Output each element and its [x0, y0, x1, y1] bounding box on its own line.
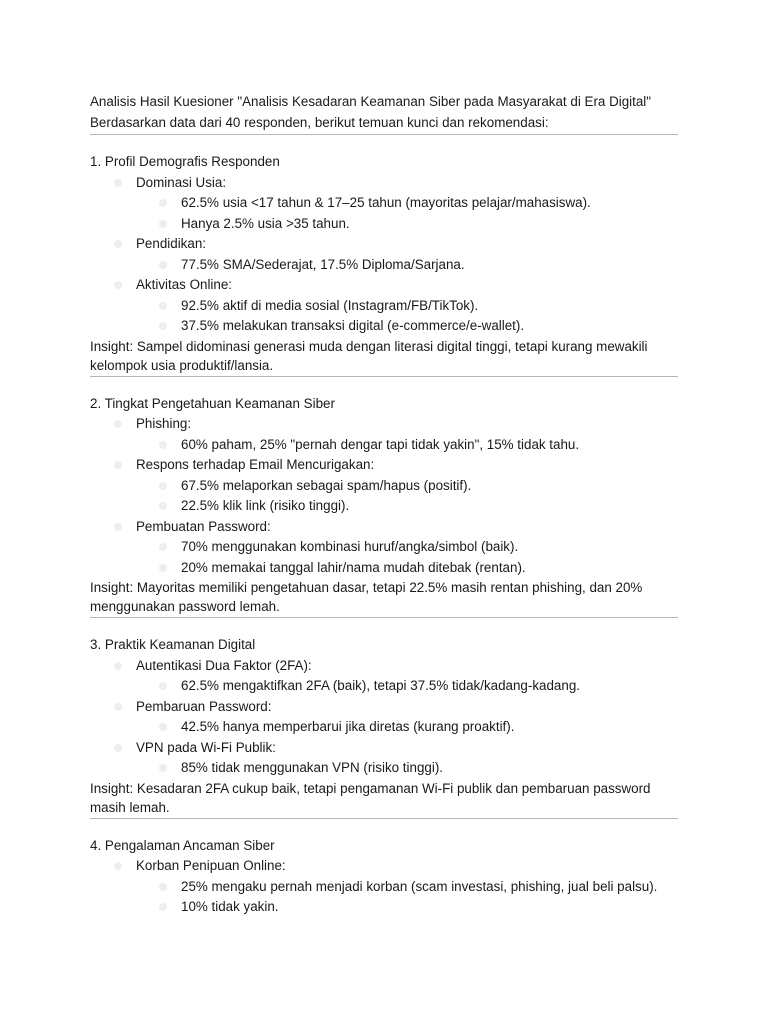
section-4 [90, 836, 678, 918]
list-item: Pembuatan Password: [90, 517, 678, 538]
bullet-icon [114, 179, 122, 187]
bullet-icon [114, 744, 122, 752]
bullet-icon [159, 682, 167, 690]
document-content [90, 92, 678, 918]
list-subitem: Hanya 2.5% usia >35 tahun. [90, 214, 678, 235]
insight-line: Insight: Kesadaran 2FA cukup baik, tetapi pengamanan Wi-Fi publik dan pembaruan password [90, 780, 651, 796]
list-item: Aktivitas Online: [90, 275, 678, 296]
list-subitem: 60% paham, 25% "pernah dengar tapi tidak yakin", 15% tidak tahu. [90, 435, 678, 456]
list-item: Respons terhadap Email Mencurigakan: [90, 455, 678, 476]
list-subitem: 42.5% hanya memperbarui jika diretas (kurang proaktif). [90, 717, 678, 738]
list-item: Pendidikan: [90, 234, 678, 255]
list-subitem: 77.5% SMA/Sederajat, 17.5% Diploma/Sarjana. [90, 255, 678, 276]
list-item: Korban Penipuan Online: [90, 856, 678, 877]
bullet-icon [159, 564, 167, 572]
insight-line: kelompok usia produktif/lansia. [90, 357, 274, 373]
section-3 [90, 635, 678, 819]
bullet-icon [159, 764, 167, 772]
list-subitem: 92.5% aktif di media sosial (Instagram/FB/TikTok). [90, 296, 678, 317]
list-item: Autentikasi Dua Faktor (2FA): [90, 656, 678, 677]
bullet-icon [159, 482, 167, 490]
bullet-icon [159, 302, 167, 310]
bullet-icon [159, 903, 167, 911]
bullet-icon [159, 502, 167, 510]
bullet-icon [159, 723, 167, 731]
list-subitem: 62.5% usia <17 tahun & 17–25 tahun (mayoritas pelajar/mahasiswa). [90, 193, 678, 214]
list-subitem: 22.5% klik link (risiko tinggi). [90, 496, 678, 517]
insight-line: menggunakan password lemah. [90, 599, 280, 614]
bullet-icon [114, 523, 122, 531]
bullet-icon [159, 261, 167, 269]
intro-subtitle: Berdasarkan data dari 40 responden, berikut temuan kunci dan rekomendasi: [90, 114, 549, 130]
bullet-icon [159, 543, 167, 551]
list-subitem: 62.5% mengaktifkan 2FA (baik), tetapi 37.5% tidak/kadang-kadang. [90, 676, 678, 697]
list-subitem: 70% menggunakan kombinasi huruf/angka/simbol (baik). [90, 537, 678, 558]
intro-title: Analisis Hasil Kuesioner "Analisis Kesadaran Keamanan Siber pada Masyarakat di Era Digital" [90, 94, 652, 109]
list-subitem: 10% tidak yakin. [90, 897, 678, 918]
bullet-icon [114, 461, 122, 469]
insight-line: Insight: Sampel didominasi generasi muda dengan literasi digital tinggi, tetapi kurang mewakili [90, 338, 648, 354]
bullet-icon [114, 281, 122, 289]
section-title: 3. Praktik Keamanan Digital [90, 637, 256, 652]
list-item: VPN pada Wi-Fi Publik: [90, 738, 678, 759]
list-item: Phishing: [90, 414, 678, 435]
bullet-icon [114, 703, 122, 711]
list-subitem: 25% mengaku pernah menjadi korban (scam investasi, phishing, jual beli palsu). [90, 877, 678, 898]
list-subitem: 37.5% melakukan transaksi digital (e-commerce/e-wallet). [90, 316, 678, 337]
bullet-icon [114, 420, 122, 428]
bullet-icon [159, 220, 167, 228]
section-title: 1. Profil Demografis Responden [90, 154, 280, 169]
bullet-icon [114, 662, 122, 670]
list-subitem: 85% tidak menggunakan VPN (risiko tinggi). [90, 758, 678, 779]
bullet-icon [159, 322, 167, 330]
section-title: 2. Tingkat Pengetahuan Keamanan Siber [90, 395, 335, 411]
list-item: Pembaruan Password: [90, 697, 678, 718]
list-subitem: 20% memakai tanggal lahir/nama mudah ditebak (rentan). [90, 558, 678, 579]
section-title: 4. Pengalaman Ancaman Siber [90, 837, 275, 853]
section-2 [90, 394, 678, 619]
insight-line: Insight: Mayoritas memiliki pengetahuan dasar, tetapi 22.5% masih rentan phishing, dan 20% [90, 580, 643, 595]
bullet-icon [114, 862, 122, 870]
list-subitem: 67.5% melaporkan sebagai spam/hapus (positif). [90, 476, 678, 497]
bullet-icon [159, 883, 167, 891]
insight-line: masih lemah. [90, 799, 170, 815]
bullet-icon [159, 441, 167, 449]
section-1 [90, 152, 678, 377]
list-item: Dominasi Usia: [90, 173, 678, 194]
bullet-icon [159, 199, 167, 207]
bullet-icon [114, 240, 122, 248]
